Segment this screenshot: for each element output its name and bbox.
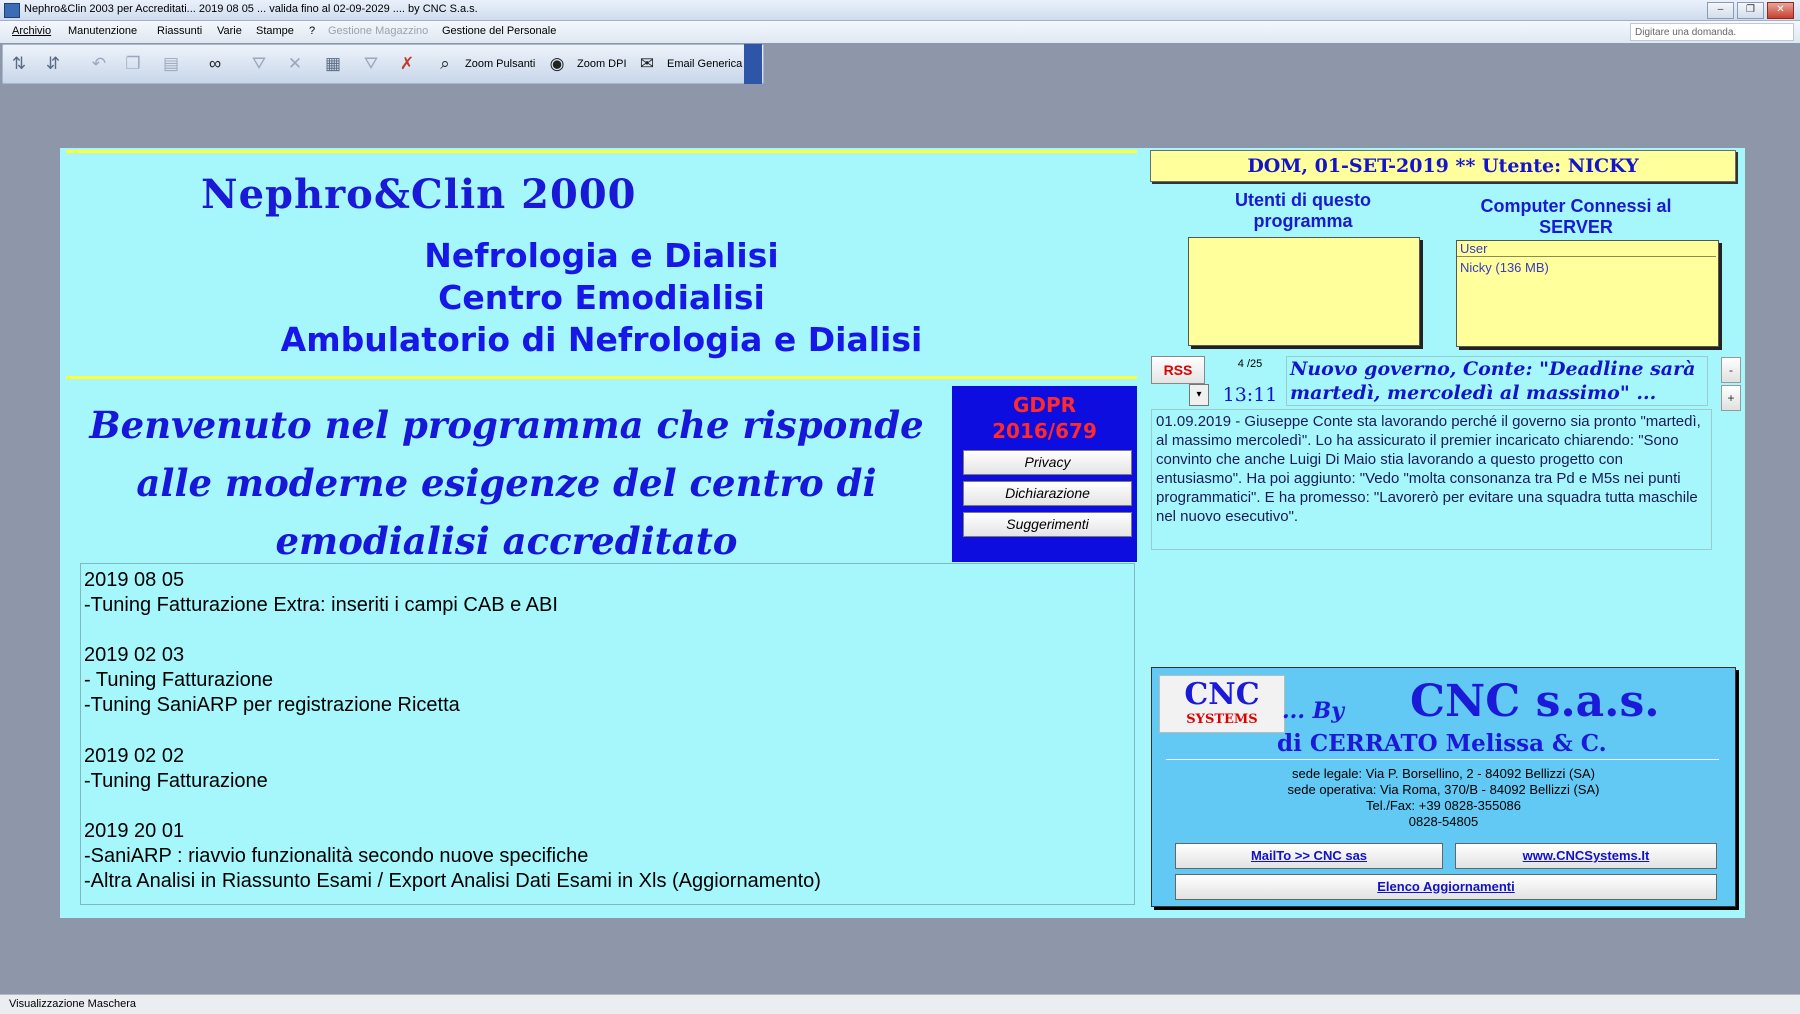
subtitle-panel	[66, 226, 1137, 379]
cnc-by: ... By	[1282, 698, 1345, 724]
minimize-button[interactable]: ‒	[1707, 2, 1734, 19]
changelog-line: -Tuning SaniARP per registrazione Ricetta	[84, 694, 460, 716]
changelog-line: -SaniARP : riavvio funzionalità secondo nuove specifiche	[84, 845, 589, 867]
computers-list[interactable]	[1456, 240, 1719, 347]
mailto-button[interactable]: MailTo >> CNC sas	[1175, 843, 1443, 869]
changelog-line: -Tuning Fatturazione	[84, 770, 268, 792]
changelog-line: - Tuning Fatturazione	[84, 669, 273, 691]
rss-button[interactable]: RSS	[1151, 356, 1205, 384]
subtitle-line-3: Ambulatorio di Nefrologia e Dialisi	[280, 320, 923, 359]
menu-varie[interactable]: Varie	[217, 25, 242, 37]
dichiarazione-button[interactable]: Dichiarazione	[963, 481, 1132, 506]
apply-filter-icon[interactable]: ⛛	[363, 54, 379, 73]
paste-icon[interactable]: ▤	[162, 54, 180, 73]
cnc-address-line: sede legale: Via P. Borsellino, 2 - 84092 Bellizzi (SA)	[1291, 766, 1596, 781]
changelog-line: -Tuning Fatturazione Extra: inseriti i campi CAB e ABI	[84, 594, 558, 616]
remove-filter-icon[interactable]: ✗	[399, 54, 415, 73]
computers-header: Computer Connessi al SERVER	[1480, 196, 1672, 237]
cnc-divider	[1166, 759, 1719, 760]
sort-ascending-icon[interactable]: ⇅	[11, 54, 27, 73]
window-title-bar	[0, 0, 1800, 21]
zoom-dpi-button[interactable]: Zoom DPI	[577, 58, 627, 70]
cnc-phone-2: 0828-54805	[1408, 814, 1479, 829]
users-header: Utenti di questo programma	[1235, 190, 1371, 231]
filter-by-form-icon[interactable]: ▦	[324, 54, 342, 73]
suggerimenti-button[interactable]: Suggerimenti	[963, 512, 1132, 537]
changelog-box[interactable]	[80, 563, 1135, 905]
menu-stampe[interactable]: Stampe	[256, 25, 294, 37]
status-bar	[0, 994, 1800, 1014]
date-user-text: DOM, 01-SET-2019 ** Utente: NICKY	[1247, 155, 1639, 177]
cnc-logo-main: CNC	[1184, 677, 1260, 712]
computers-list-row[interactable]: Nicky (136 MB)	[1460, 260, 1549, 275]
subtitle-line-1: Nefrologia e Dialisi	[424, 236, 779, 275]
email-icon[interactable]: ✉	[639, 54, 655, 73]
cnc-phone: Tel./Fax: +39 0828-355086	[1365, 798, 1522, 813]
menu-manutenzione[interactable]: Manutenzione	[68, 25, 138, 37]
menu-archivio[interactable]: Archivio	[12, 25, 52, 37]
changelog-line: 2019 02 02	[84, 745, 185, 767]
gdpr-title-line-1: GDPR	[1012, 393, 1077, 417]
rss-decrease-button[interactable]: -	[1721, 357, 1741, 383]
gdpr-title	[952, 392, 1137, 444]
subtitle-line-2: Centro Emodialisi	[438, 278, 765, 317]
menu-help[interactable]: ?	[309, 25, 316, 37]
changelog-line: 2019 08 05	[84, 569, 185, 591]
updates-list-button[interactable]: Elenco Aggiornamenti	[1175, 874, 1717, 900]
changelog-line: 2019 20 01	[84, 820, 185, 842]
rss-headline[interactable]: Nuovo governo, Conte: "Deadline sarà martedì, mercoledì al massimo" ...	[1286, 356, 1708, 406]
users-list[interactable]	[1188, 237, 1420, 346]
toolbar-options-button[interactable]	[744, 44, 762, 84]
email-generica-button[interactable]: Email Generica	[667, 58, 743, 70]
changelog-line: -Altra Analisi in Riassunto Esami / Export Analisi Dati Esami in Xls (Aggiornamento)	[84, 870, 821, 892]
welcome-message: Benvenuto nel programma che risponde alle moderne esigenze del centro di emodialisi accreditato	[89, 403, 924, 563]
cnc-info-panel	[1151, 667, 1736, 907]
filter-excluding-icon[interactable]: ✕	[287, 54, 303, 73]
menu-riassunti[interactable]: Riassunti	[157, 25, 203, 37]
privacy-button[interactable]: Privacy	[963, 450, 1132, 475]
app-title: Nephro&Clin 2000	[201, 171, 637, 218]
find-icon[interactable]: ∞	[208, 54, 222, 73]
cnc-address-line: sede operativa: Via Roma, 370/B - 84092 Bellizzi (SA)	[1287, 782, 1600, 797]
eye-icon[interactable]: ◉	[549, 54, 565, 73]
zoom-icon[interactable]: ⌕	[440, 54, 450, 73]
website-button[interactable]: www.CNCSystems.It	[1455, 843, 1717, 869]
filter-by-selection-icon[interactable]: ⛛	[251, 54, 267, 73]
date-user-bar	[1150, 150, 1736, 182]
status-text: Visualizzazione Maschera	[9, 998, 136, 1010]
copy-icon[interactable]: ❐	[125, 54, 141, 73]
cnc-company-owner: di CERRATO Melissa & C.	[1277, 730, 1607, 757]
app-icon	[4, 3, 20, 18]
computers-list-header: User	[1457, 241, 1716, 257]
title-panel	[66, 150, 1137, 232]
menu-bar	[0, 21, 1800, 43]
cnc-logo	[1159, 675, 1285, 733]
changelog-line: 2019 02 03	[84, 644, 185, 666]
cnc-company-name: CNC s.a.s.	[1410, 676, 1660, 727]
undo-icon[interactable]: ↶	[91, 54, 107, 73]
rss-time: 13:11	[1222, 384, 1278, 406]
rss-dropdown-button[interactable]: ▾	[1189, 384, 1209, 406]
close-button[interactable]: ✕	[1767, 2, 1794, 19]
window-title: Nephro&Clin 2003 per Accreditati... 2019 08 05 ... valida fino al 02-09-2029 .... by CNC S.a.s.	[24, 3, 478, 15]
cnc-logo-sub: SYSTEMS	[1186, 712, 1258, 727]
menu-gestione-magazzino: Gestione Magazzino	[328, 25, 429, 37]
rss-body: 01.09.2019 - Giuseppe Conte sta lavorando perché il governo sia pronto "martedì, al massimo mercoledì". Lo ha assicurato il premier incaricato chiarendo: "Sono convinto che anche Luigi Di Maio stia lavorando a questo progetto con entusiasmo". Ha poi aggiunto: "Vedo "molta consonanza tra Pd e M5s nei punti programmatici". E ha promesso: "Lavorerò per evitare una squadra tutta maschile nel nuovo esecutivo".	[1151, 409, 1712, 550]
menu-gestione-personale[interactable]: Gestione del Personale	[442, 25, 557, 37]
restore-button[interactable]: ❐	[1737, 2, 1764, 19]
rss-counter: 4 /25	[1237, 358, 1263, 370]
gdpr-panel	[952, 386, 1137, 562]
zoom-pulsanti-button[interactable]: Zoom Pulsanti	[465, 58, 536, 70]
sort-descending-icon[interactable]: ⇵	[45, 54, 61, 73]
rss-increase-button[interactable]: +	[1721, 385, 1741, 411]
toolbar	[2, 44, 764, 84]
gdpr-title-line-2: 2016/679	[992, 419, 1097, 443]
ask-question-input[interactable]: Digitare una domanda.	[1630, 23, 1794, 41]
